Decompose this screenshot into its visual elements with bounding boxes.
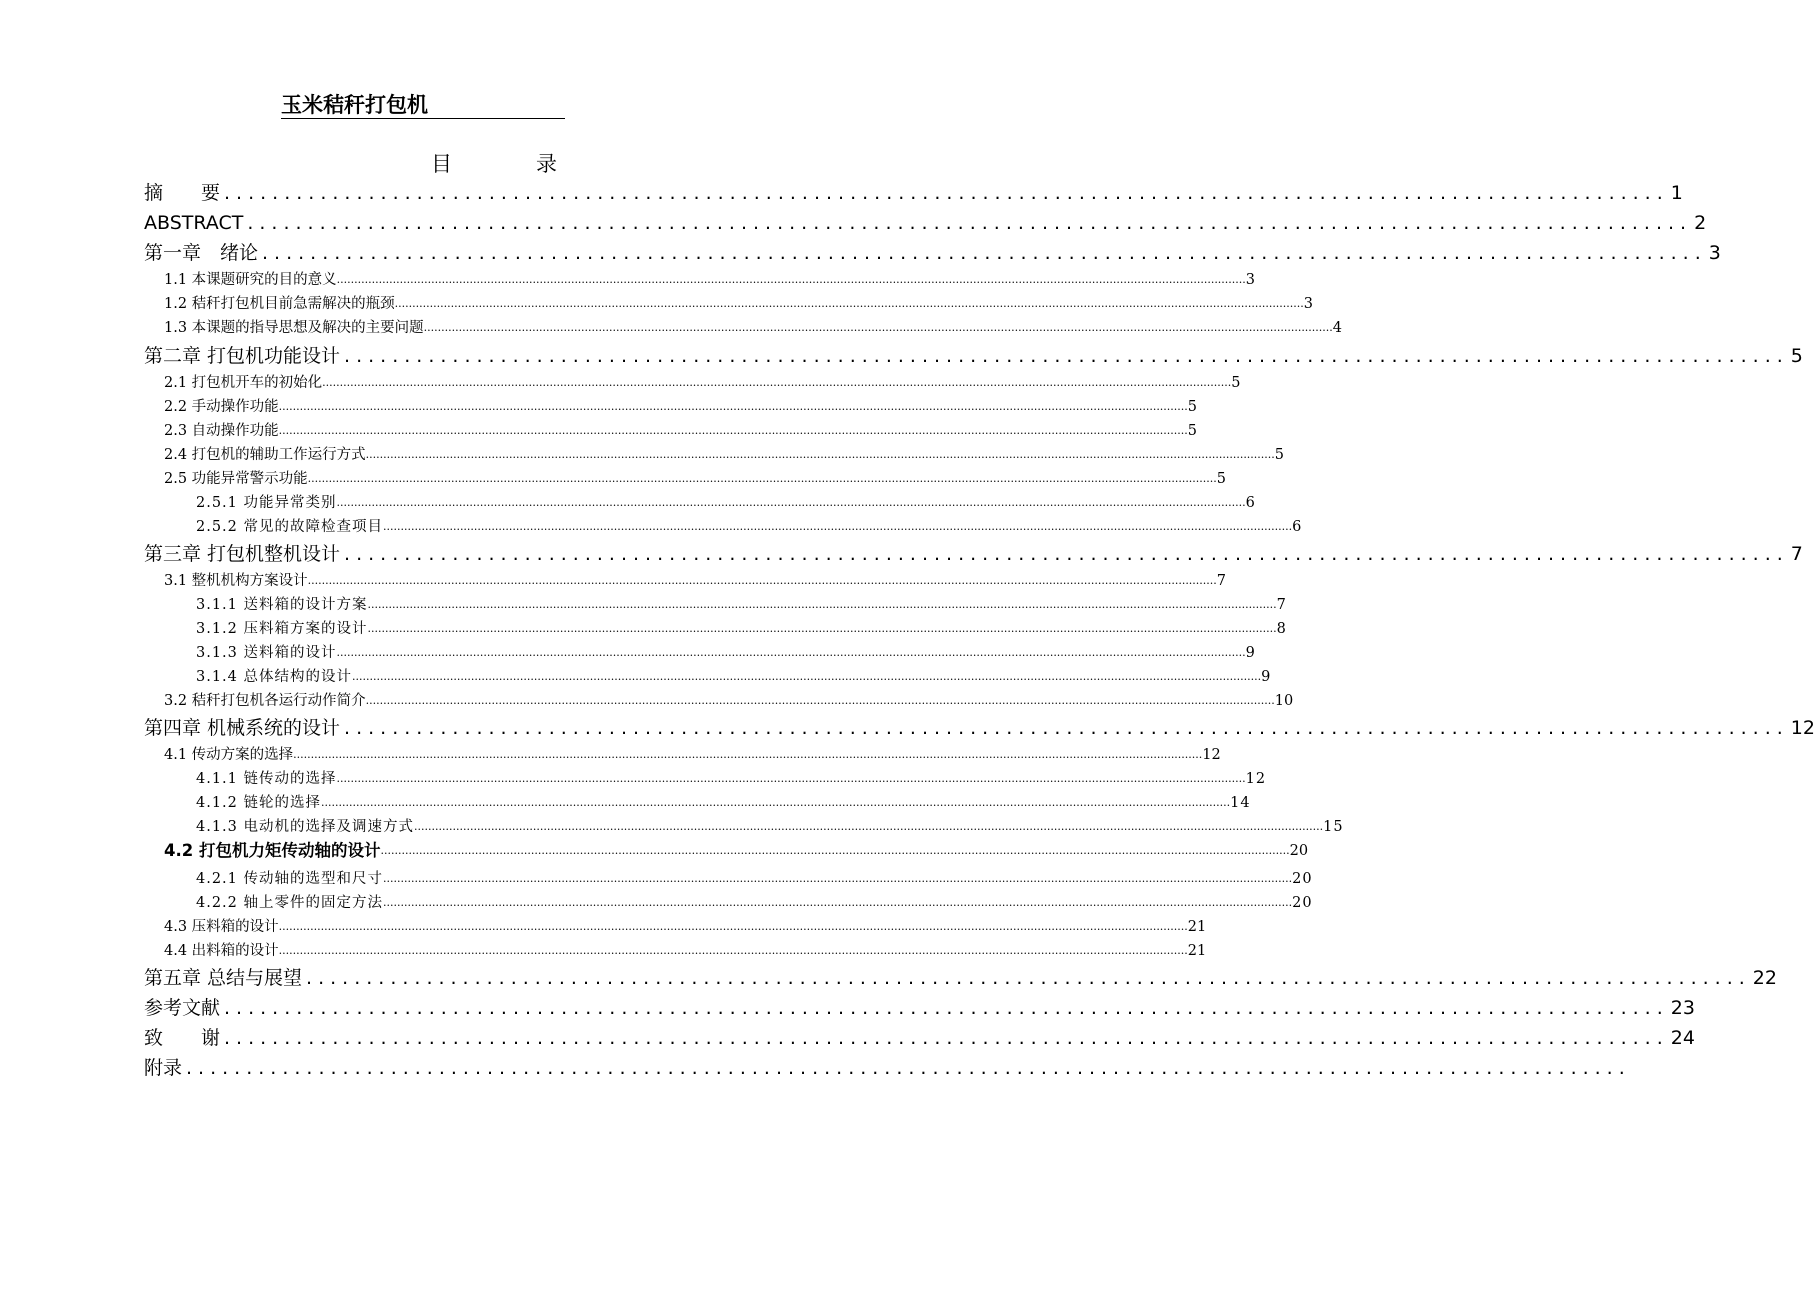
toc-entry-label: 致 谢 [144,1027,221,1049]
toc-page-number: 14 [1230,795,1251,811]
toc-dot-leader: .................................................................................................................................................................................................................................................................... [322,376,1232,389]
toc-dot-leader: .................................................................................................................................................................................................................................................................... [367,622,1277,635]
toc-entry-label: 3.1.2 压料箱方案的设计 [196,621,368,637]
toc-dot-leader: .................................................................................................................................................................................................................................................................... [336,273,1246,286]
toc-dot-leader: .................................................................................................................................................................................................................................................................... [352,670,1262,683]
toc-dot-leader: .................................................................................................................................................................................................................................................................... [321,796,1231,809]
toc-entry[interactable] [164,395,1198,419]
toc-entry-label: 4.2.2 轴上零件的固定方法 [196,895,384,911]
toc-dot-leader: .................................................................................................................................................................................................................................................................... [307,472,1217,485]
toc-page-number: 20 [1289,843,1309,859]
toc-entry-label: 4.2 打包机力矩传动轴的设计 [164,841,381,860]
toc-entry-label: 第二章 打包机功能设计 [144,345,341,367]
toc-dot-leader: .................................................................................................................................................................................................................................................................... [278,424,1188,437]
toc-entry-label: 摘 要 [144,182,221,204]
toc-dot-leader: .................................................................................................................................................................................................................................................................... [423,321,1333,334]
toc-dot-leader: .................................................................................................................................................................................................................................................................... [278,920,1188,933]
toc-page-number: 9 [1245,645,1256,661]
toc-page-number: 12 [1245,771,1267,787]
toc-entry[interactable] [196,515,1303,539]
toc-entry-label: 3.1.1 送料箱的设计方案 [196,597,368,613]
toc-dot-leader: .................................................................................................................................................................................................................................................................... [367,598,1277,611]
toc-entry-label: 2.5.1 功能异常类别 [196,495,337,511]
toc-entry-label: 2.3 自动操作功能 [164,423,279,439]
toc-entry[interactable] [164,419,1198,443]
toc-entry-label: 2.4 打包机的辅助工作运行方式 [164,447,366,463]
toc-page-number: 3 [1708,242,1721,264]
toc-entry-label: 4.1.1 链传动的选择 [196,771,337,787]
toc-entry[interactable] [196,767,1267,791]
document-title: 玉米秸秆打包机 [281,92,565,119]
toc-page-number: 12 [1202,747,1221,763]
toc-dot-leader: .................................................................................................................................................................................................................................................................... [278,400,1188,413]
toc-page-number: 7 [1216,573,1227,589]
toc-entry-label: 4.1.3 电动机的选择及调速方式 [196,819,415,835]
toc-page-number: 20 [1292,871,1313,887]
toc-page-number: 5 [1274,447,1285,463]
toc-dot-leader: ........................................................................................................................ [186,1057,1631,1079]
toc-entry-label: ABSTRACT [144,212,244,234]
toc-page-number: 8 [1276,621,1287,637]
toc-entry-label: 4.1 传动方案的选择 [164,747,294,763]
toc-entry[interactable] [164,839,1309,863]
toc-entry[interactable] [144,238,1721,268]
toc-entry[interactable] [144,208,1707,238]
toc-entry-label: 3.1.4 总体结构的设计 [196,669,353,685]
toc-page-number: 5 [1216,471,1227,487]
toc-entry-label: 第一章 绪论 [144,242,259,264]
toc-dot-leader: .................................................................................................................................................................................................................................................................... [394,297,1304,310]
toc-dot-leader: ........................................................................................................................ [224,1027,1669,1049]
toc-page-number: 12 [1790,717,1815,739]
toc-dot-leader: .................................................................................................................................................................................................................................................................... [365,694,1275,707]
toc-entry[interactable] [144,963,1777,993]
toc-dot-leader: .................................................................................................................................................................................................................................................................... [383,896,1293,909]
toc-entry-label: 4.1.2 链轮的选择 [196,795,322,811]
toc-dot-leader: .................................................................................................................................................................................................................................................................... [278,944,1188,957]
toc-dot-leader: ........................................................................................................................ [344,717,1789,739]
toc-entry-label: 第四章 机械系统的设计 [144,717,341,739]
toc-page-number: 10 [1274,693,1294,709]
toc-entry[interactable] [164,467,1227,491]
toc-entry-label: 1.2 秸秆打包机目前急需解决的瓶颈 [164,296,395,312]
toc-entry[interactable] [144,178,1683,208]
toc-page-number: 7 [1790,543,1803,565]
toc-entry[interactable] [144,341,1803,371]
toc-entry[interactable] [164,371,1241,395]
toc-page-number: 22 [1752,967,1777,989]
toc-entry[interactable] [144,993,1695,1023]
toc-entry[interactable] [164,689,1294,713]
toc-dot-leader: ........................................................................................................................ [306,967,1751,989]
toc-entry-label: 4.3 压料箱的设计 [164,919,279,935]
toc-entry[interactable] [164,939,1207,963]
toc-entry-label: 3.1.3 送料箱的设计 [196,645,337,661]
toc-entry-label: 2.2 手动操作功能 [164,399,279,415]
toc-entry[interactable] [196,815,1344,839]
toc-entry[interactable] [164,268,1256,292]
toc-entry-label: 4.2.1 传动轴的选型和尺寸 [196,871,384,887]
toc-dot-leader: ........................................................................................................................ [344,543,1789,565]
toc-entry[interactable] [164,316,1343,340]
toc-dot-leader: .................................................................................................................................................................................................................................................................... [336,772,1246,785]
toc-page-number: 1 [1670,182,1683,204]
toc-dot-leader: ........................................................................................................................ [344,345,1789,367]
toc-entry-label: 2.1 打包机开车的初始化 [164,375,323,391]
toc-page-number: 4 [1332,320,1343,336]
toc-dot-leader: .................................................................................................................................................................................................................................................................... [365,448,1275,461]
toc-page-number: 3 [1245,272,1256,288]
toc-heading-char-1: 目 [431,152,452,176]
toc-entry-label: 附录 [144,1057,183,1079]
toc-entry[interactable] [196,641,1256,665]
toc-page-number: 23 [1670,997,1695,1019]
toc-dot-leader: ........................................................................................................................ [224,997,1669,1019]
toc-entry[interactable] [196,491,1256,515]
toc-page-number: 5 [1231,375,1241,391]
toc-dot-leader: .................................................................................................................................................................................................................................................................... [307,574,1217,587]
toc-entry-label: 3.2 秸秆打包机各运行动作简介 [164,693,366,709]
toc-page-number: 2 [1694,212,1707,234]
toc-entry[interactable] [144,713,1815,743]
toc-entry[interactable] [196,593,1287,617]
toc-page-number: 24 [1670,1027,1695,1049]
toc-entry-label: 第三章 打包机整机设计 [144,543,341,565]
toc-entry-label: 1.1 本课题研究的目的意义 [164,272,337,288]
toc-dot-leader: .................................................................................................................................................................................................................................................................... [293,748,1203,761]
toc-dot-leader: ........................................................................................................................ [262,242,1707,264]
toc-dot-leader: ........................................................................................................................ [247,212,1693,234]
toc-entry[interactable] [196,891,1313,915]
toc-page-number: 5 [1187,399,1198,415]
toc-entry-label: 第五章 总结与展望 [144,967,303,989]
toc-page-number: 21 [1187,919,1207,935]
toc-entry[interactable] [196,791,1251,815]
toc-entry[interactable] [144,1023,1695,1053]
toc-page-number: 6 [1292,519,1303,535]
toc-entry[interactable] [144,1053,1631,1083]
toc-page-number: 21 [1187,943,1207,959]
toc-page-number: 15 [1323,819,1344,835]
toc-entry[interactable] [164,292,1314,316]
toc-entry-label: 1.3 本课题的指导思想及解决的主要问题 [164,320,424,336]
toc-entry[interactable] [196,665,1272,689]
toc-entry-label: 参考文献 [144,997,221,1019]
toc-dot-leader: .................................................................................................................................................................................................................................................................... [336,496,1246,509]
toc-dot-leader: .................................................................................................................................................................................................................................................................... [414,820,1324,833]
toc-page-number: 6 [1245,495,1256,511]
toc-entry-label: 2.5.2 常见的故障检查项目 [196,519,384,535]
toc-entry[interactable] [196,867,1313,891]
toc-dot-leader: .................................................................................................................................................................................................................................................................... [380,844,1290,857]
toc-dot-leader: .................................................................................................................................................................................................................................................................... [383,872,1293,885]
toc-page-number: 7 [1276,597,1287,613]
toc-page-number: 5 [1187,423,1198,439]
toc-page-number: 20 [1292,895,1313,911]
toc-entry[interactable] [164,743,1221,767]
toc-entry[interactable] [164,569,1227,593]
toc-dot-leader: .................................................................................................................................................................................................................................................................... [383,520,1293,533]
toc-entry-label: 2.5 功能异常警示功能 [164,471,308,487]
toc-entry-label: 3.1 整机机构方案设计 [164,573,308,589]
toc-heading-char-2: 录 [536,152,557,176]
toc-dot-leader: ........................................................................................................................ [224,182,1669,204]
toc-page-number: 5 [1790,345,1803,367]
toc-entry-label: 4.4 出料箱的设计 [164,943,279,959]
toc-dot-leader: .................................................................................................................................................................................................................................................................... [336,646,1246,659]
toc-entry[interactable] [196,617,1287,641]
toc-entry[interactable] [164,443,1285,467]
toc-page-number: 3 [1303,296,1314,312]
toc-entry[interactable] [144,539,1803,569]
toc-entry[interactable] [164,915,1207,939]
toc-page-number: 9 [1261,669,1272,685]
